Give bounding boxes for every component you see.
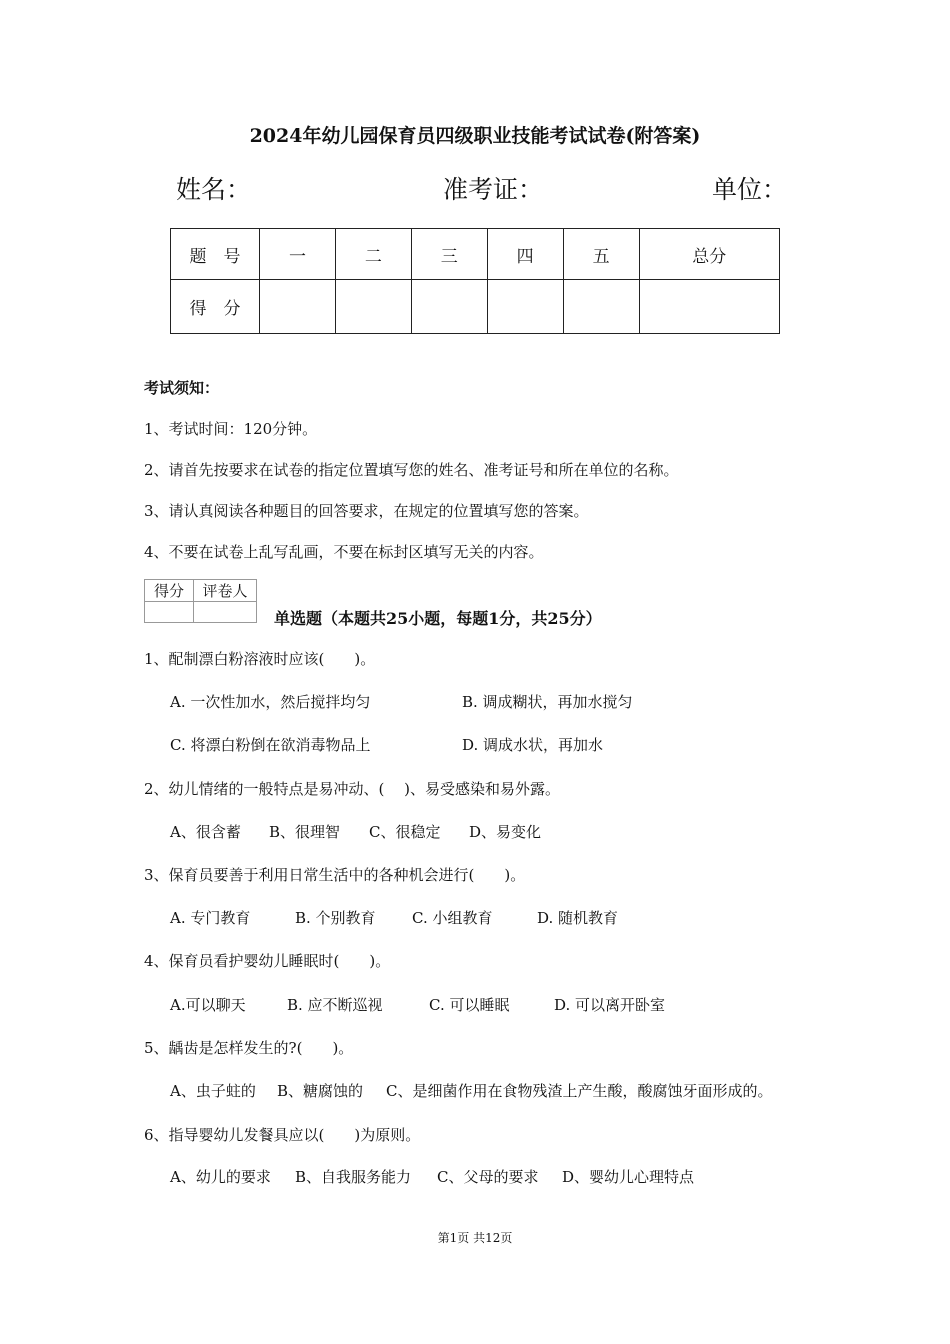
notice-item: 4、不要在试卷上乱写乱画，不要在标封区填写无关的内容。 <box>144 543 544 561</box>
question-option: D. 可以离开卧室 <box>554 996 666 1014</box>
question-option: D、易变化 <box>469 823 542 841</box>
score-table-header-cell: 二 <box>335 229 411 280</box>
grader-score-label: 得分 <box>145 580 194 602</box>
question-option: D. 调成水状，再加水 <box>462 736 604 754</box>
score-table-header-cell: 总分 <box>639 229 779 280</box>
question-stem: 3、保育员要善于利用日常生活中的各种机会进行( )。 <box>144 866 526 884</box>
question-option: C、父母的要求 <box>437 1168 539 1186</box>
unit-field-label: 单位： <box>712 175 788 204</box>
page-title: 2024年幼儿园保育员四级职业技能考试试卷(附答案) <box>249 125 701 147</box>
score-table <box>170 228 780 334</box>
page-footer: 第1页 共12页 <box>437 1231 513 1245</box>
section-title: 单选题（本题共25小题，每题1分，共25分） <box>274 609 602 628</box>
score-cell[interactable] <box>563 280 639 334</box>
notice-item: 2、请首先按要求在试卷的指定位置填写您的姓名、准考证号和所在单位的名称。 <box>144 461 679 479</box>
score-cell[interactable] <box>411 280 487 334</box>
score-table-header-cell: 三 <box>411 229 487 280</box>
question-option: A.可以聊天 <box>170 996 246 1014</box>
question-stem: 4、保育员看护婴幼儿睡眠时( )。 <box>144 952 391 970</box>
question-stem: 1、配制漂白粉溶液时应该( )。 <box>144 650 376 668</box>
score-table-score-row <box>171 280 780 334</box>
question-option: B. 应不断巡视 <box>287 996 383 1014</box>
question-stem: 5、龋齿是怎样发生的?( )。 <box>144 1039 354 1057</box>
question-option: C、很稳定 <box>369 823 441 841</box>
question-option: C. 小组教育 <box>412 909 493 927</box>
question-option: B. 调成糊状，再加水搅匀 <box>462 693 633 711</box>
notice-item: 1、考试时间：120分钟。 <box>144 420 318 438</box>
question-option: B、很理智 <box>269 823 341 841</box>
grader-box <box>144 579 257 623</box>
question-option: A、幼儿的要求 <box>170 1168 271 1186</box>
score-table-header-cell: 五 <box>563 229 639 280</box>
exam-id-field-label: 准考证： <box>443 175 544 204</box>
score-cell[interactable] <box>639 280 779 334</box>
question-option: A、虫子蛀的 <box>170 1082 256 1100</box>
score-table-row-label: 得 分 <box>171 280 260 334</box>
question-option: B、自我服务能力 <box>295 1168 412 1186</box>
notice-item: 3、请认真阅读各种题目的回答要求，在规定的位置填写您的答案。 <box>144 502 589 520</box>
question-option: D、婴幼儿心理特点 <box>562 1168 695 1186</box>
score-table-header-cell: 四 <box>487 229 563 280</box>
grader-reviewer-cell[interactable] <box>194 602 257 623</box>
name-field-label: 姓名： <box>176 175 252 204</box>
score-table-header-row <box>171 229 780 280</box>
question-option: A. 一次性加水，然后搅拌均匀 <box>170 693 371 711</box>
question-option: C、是细菌作用在食物残渣上产生酸，酸腐蚀牙面形成的。 <box>386 1082 773 1100</box>
score-table-header-cell: 题 号 <box>171 229 260 280</box>
score-cell[interactable] <box>335 280 411 334</box>
question-option: A、很含蓄 <box>170 823 241 841</box>
question-option: D. 随机教育 <box>537 909 619 927</box>
question-option: B. 个别教育 <box>295 909 376 927</box>
score-cell[interactable] <box>487 280 563 334</box>
grader-reviewer-label: 评卷人 <box>194 580 257 602</box>
question-option: C. 可以睡眠 <box>429 996 510 1014</box>
question-stem: 6、指导婴幼儿发餐具应以( )为原则。 <box>144 1126 421 1144</box>
question-stem: 2、幼儿情绪的一般特点是易冲动、( )、易受感染和易外露。 <box>144 780 561 798</box>
score-table-header-cell: 一 <box>260 229 336 280</box>
grader-score-cell[interactable] <box>145 602 194 623</box>
score-cell[interactable] <box>260 280 336 334</box>
question-option: A. 专门教育 <box>170 909 251 927</box>
question-option: C. 将漂白粉倒在欲消毒物品上 <box>170 736 371 754</box>
question-option: B、糖腐蚀的 <box>277 1082 364 1100</box>
notice-heading: 考试须知： <box>144 379 220 397</box>
